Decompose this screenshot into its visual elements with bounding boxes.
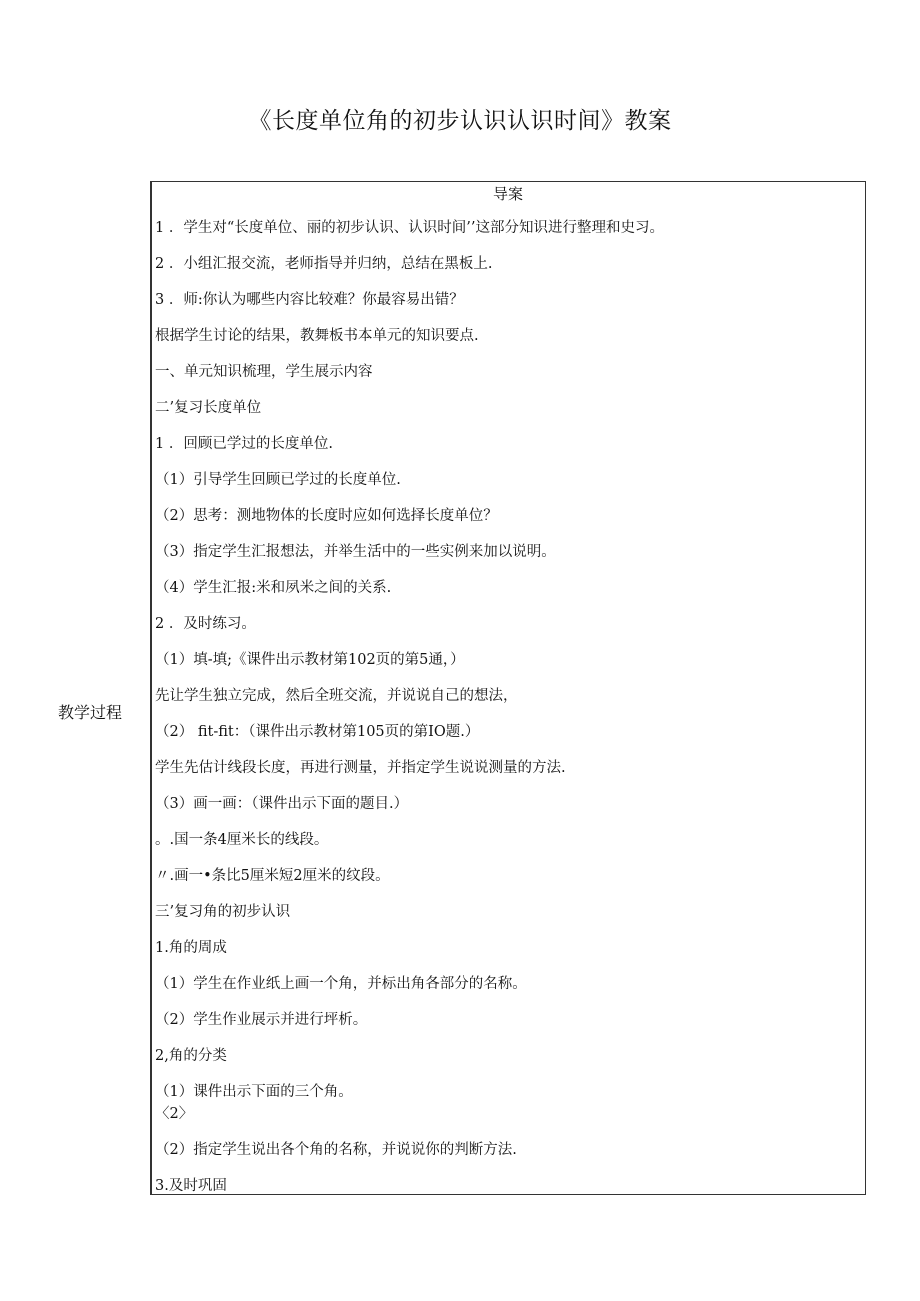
content-line: 先让学生独立完成，然后全班交流，并说说自己的想法， [155,688,518,704]
row-label: 教学过程 [58,703,123,722]
document-title: 《长度单位角的初步认识认识时间》教案 [248,108,672,134]
content-line: （2）学生作业展示并进行坪析。 [155,1012,368,1028]
content-line: （2） fit-fit：（课件出示教材第105页的第IO题.） [155,724,480,740]
content-line: 2,角的分类 [155,1048,227,1064]
content-line: （1）课件出示下面的三个角。 [155,1084,353,1100]
content-line: （1）填-填;《课件出示教材第102页的第5通，） [155,652,465,668]
content-line: 根据学生讨论的结果，教舞板书本单元的知识要点. [155,328,479,344]
content-line: 2 ．及时练习。 [155,616,256,632]
content-line: （1）引导学生回顾已学过的长度单位. [155,472,401,488]
content-line: （3）指定学生汇报想法，并举生活中的一些实例来加以说明。 [155,544,556,560]
content-line: 〈2〉 [155,1106,194,1122]
content-line: 〃.画一•条比5厘米短2厘米的纹段。 [155,868,390,884]
content-line: 三’复习角的初步认识 [155,904,291,920]
content-line: （1）学生在作业纸上画一个角，并标出角各部分的名称。 [155,976,527,992]
content-line: 1 ．回顾已学过的长度单位. [155,436,333,452]
content-line: 3.及时巩固 [155,1178,227,1194]
content-line: 1.角的周成 [155,940,227,956]
table-left-border [151,182,152,1194]
content-line: 一、单元知识梳理，学生展示内容 [155,364,373,380]
content-line: 二’复习长度单位 [155,400,262,416]
content-line: 3 ．师:你认为哪些内容比较难？你最容易出错？ [155,292,464,308]
content-line: 。.国一条4厘米长的线段。 [155,832,329,848]
content-line: （2）思考：测地物体的长度时应如何选择长度单位？ [155,508,498,524]
content-line: 2 ．小组汇报交流，老师指导并归纳，总结在黑板上. [155,256,493,272]
content-line: （2）指定学生说出各个角的名称，并说说你的判断方法. [155,1142,517,1158]
content-line: （4）学生汇报:米和夙米之间的关系. [155,580,392,596]
content-line: （3）画一画：（课件出示下面的题目.） [155,796,409,812]
section-heading: 导案 [492,185,523,203]
content-line: 1 ．学生对“长度单位、丽的初步认识、认识时间’’这部分知识进行整理和史习。 [155,220,664,236]
content-line: 学生先估计线段长度，再进行测量，并指定学生说说测量的方法. [155,760,566,776]
